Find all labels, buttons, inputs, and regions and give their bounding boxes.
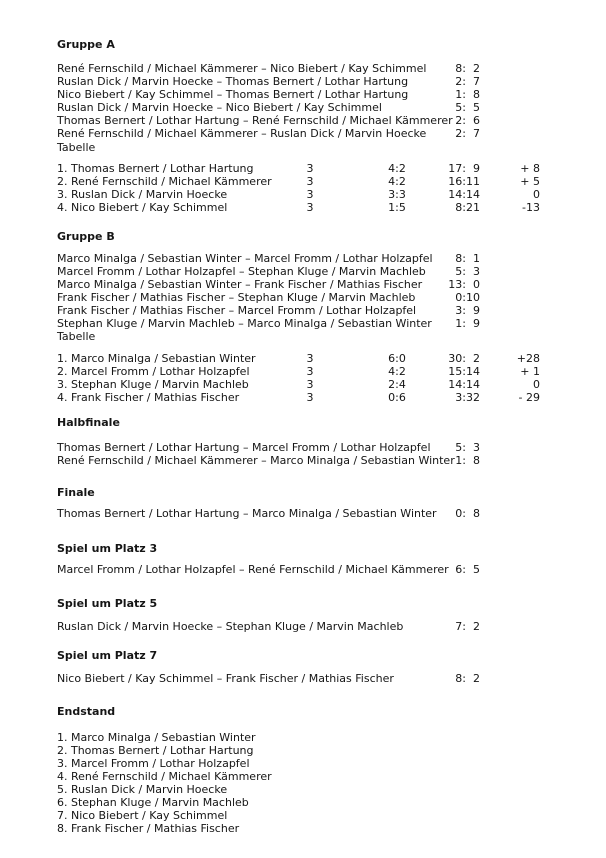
match-score: 1: 9 bbox=[455, 317, 480, 330]
team-name: 4. Nico Biebert / Kay Schimmel bbox=[57, 201, 228, 214]
match-pairing: René Fernschild / Michael Kämmerer – Nico Biebert / Kay Schimmel bbox=[57, 62, 427, 75]
match-score: 0:10 bbox=[455, 291, 480, 304]
match-row bbox=[57, 291, 480, 304]
match-score: 13: 0 bbox=[448, 278, 480, 291]
section-heading-finale: Finale bbox=[57, 486, 95, 499]
goal-ratio: 3:32 bbox=[455, 391, 480, 404]
match-score: 8: 2 bbox=[455, 672, 480, 685]
platz-7-matches bbox=[57, 672, 540, 685]
games-played: 3 bbox=[306, 175, 314, 188]
match-row bbox=[57, 265, 480, 278]
match-score: 2: 7 bbox=[455, 127, 480, 140]
team-name: 2. Marcel Fromm / Lothar Holzapfel bbox=[57, 365, 250, 378]
goal-difference: + 1 bbox=[520, 365, 540, 378]
ranking-item: 5. Ruslan Dick / Marvin Hoecke bbox=[57, 783, 228, 796]
match-score: 6: 5 bbox=[455, 563, 480, 576]
match-row bbox=[57, 672, 480, 685]
gruppe-b-table bbox=[57, 352, 540, 404]
section-heading-platz-3: Spiel um Platz 3 bbox=[57, 542, 158, 555]
section-heading-platz-7: Spiel um Platz 7 bbox=[57, 649, 158, 662]
ranking-item: 7. Nico Biebert / Kay Schimmel bbox=[57, 809, 228, 822]
match-score: 5: 3 bbox=[455, 265, 480, 278]
match-pairing: Marco Minalga / Sebastian Winter – Marcel Fromm / Lothar Holzapfel bbox=[57, 252, 433, 265]
finale-matches bbox=[57, 507, 540, 520]
team-name: 4. Frank Fischer / Mathias Fischer bbox=[57, 391, 240, 404]
match-pairing: Ruslan Dick / Marvin Hoecke – Thomas Bernert / Lothar Hartung bbox=[57, 75, 409, 88]
goal-ratio: 15:14 bbox=[448, 365, 480, 378]
goal-ratio: 14:14 bbox=[448, 188, 480, 201]
goal-ratio: 16:11 bbox=[448, 175, 480, 188]
match-score: 8: 2 bbox=[455, 62, 480, 75]
ranking-item: 8. Frank Fischer / Mathias Fischer bbox=[57, 822, 240, 835]
match-score: 7: 2 bbox=[455, 620, 480, 633]
tabelle-label-gruppe-b: Tabelle bbox=[57, 330, 96, 343]
gruppe-a-matches bbox=[57, 62, 540, 140]
points: 4:2 bbox=[388, 365, 406, 378]
goal-ratio: 30: 2 bbox=[448, 352, 480, 365]
table-row bbox=[57, 378, 540, 391]
match-pairing: Marcel Fromm / Lothar Holzapfel – Stephan Kluge / Marvin Machleb bbox=[57, 265, 426, 278]
match-pairing: Thomas Bernert / Lothar Hartung – Marcel Fromm / Lothar Holzapfel bbox=[57, 441, 431, 454]
match-row bbox=[57, 127, 480, 140]
table-row bbox=[57, 162, 540, 175]
table-row bbox=[57, 201, 540, 214]
ranking-item: 6. Stephan Kluge / Marvin Machleb bbox=[57, 796, 249, 809]
goal-ratio: 17: 9 bbox=[448, 162, 480, 175]
match-row bbox=[57, 278, 480, 291]
goal-difference: + 5 bbox=[520, 175, 540, 188]
team-name: 3. Stephan Kluge / Marvin Machleb bbox=[57, 378, 249, 391]
table-row bbox=[57, 365, 540, 378]
points: 2:4 bbox=[388, 378, 406, 391]
match-pairing: Thomas Bernert / Lothar Hartung – René Fernschild / Michael Kämmerer bbox=[57, 114, 453, 127]
points: 0:6 bbox=[388, 391, 406, 404]
ranking-item: 3. Marcel Fromm / Lothar Holzapfel bbox=[57, 757, 250, 770]
section-heading-gruppe-a: Gruppe A bbox=[57, 38, 115, 51]
match-score: 5: 3 bbox=[455, 441, 480, 454]
goal-ratio: 8:21 bbox=[455, 201, 480, 214]
goal-difference: 0 bbox=[533, 188, 540, 201]
points: 6:0 bbox=[388, 352, 406, 365]
ranking-item: 2. Thomas Bernert / Lothar Hartung bbox=[57, 744, 254, 757]
match-row bbox=[57, 454, 480, 467]
tabelle-label-gruppe-a: Tabelle bbox=[57, 141, 96, 154]
match-score: 1: 8 bbox=[455, 88, 480, 101]
match-score: 8: 1 bbox=[455, 252, 480, 265]
games-played: 3 bbox=[306, 201, 314, 214]
table-row bbox=[57, 188, 540, 201]
games-played: 3 bbox=[306, 162, 314, 175]
match-pairing: René Fernschild / Michael Kämmerer – Ruslan Dick / Marvin Hoecke bbox=[57, 127, 427, 140]
goal-ratio: 14:14 bbox=[448, 378, 480, 391]
match-row bbox=[57, 101, 480, 114]
match-row bbox=[57, 114, 480, 127]
match-row bbox=[57, 441, 480, 454]
ranking-item: 1. Marco Minalga / Sebastian Winter bbox=[57, 731, 256, 744]
match-row bbox=[57, 88, 480, 101]
goal-difference: -13 bbox=[522, 201, 540, 214]
points: 4:2 bbox=[388, 175, 406, 188]
gruppe-b-matches bbox=[57, 252, 540, 330]
match-pairing: René Fernschild / Michael Kämmerer – Marco Minalga / Sebastian Winter bbox=[57, 454, 455, 467]
games-played: 3 bbox=[306, 391, 314, 404]
section-heading-platz-5: Spiel um Platz 5 bbox=[57, 597, 158, 610]
match-pairing: Frank Fischer / Mathias Fischer – Marcel Fromm / Lothar Holzapfel bbox=[57, 304, 417, 317]
match-score: 2: 7 bbox=[455, 75, 480, 88]
goal-difference: 0 bbox=[533, 378, 540, 391]
team-name: 1. Thomas Bernert / Lothar Hartung bbox=[57, 162, 254, 175]
section-heading-halbfinale: Halbfinale bbox=[57, 416, 120, 429]
section-heading-endstand: Endstand bbox=[57, 705, 116, 718]
match-pairing: Frank Fischer / Mathias Fischer – Stephan Kluge / Marvin Machleb bbox=[57, 291, 416, 304]
endstand-list bbox=[57, 731, 540, 835]
match-row bbox=[57, 620, 480, 633]
match-score: 2: 6 bbox=[455, 114, 480, 127]
match-pairing: Nico Biebert / Kay Schimmel – Frank Fischer / Mathias Fischer bbox=[57, 672, 394, 685]
match-row bbox=[57, 75, 480, 88]
match-row bbox=[57, 507, 480, 520]
goal-difference: + 8 bbox=[520, 162, 540, 175]
match-row bbox=[57, 252, 480, 265]
match-score: 1: 8 bbox=[455, 454, 480, 467]
games-played: 3 bbox=[306, 352, 314, 365]
match-score: 5: 5 bbox=[455, 101, 480, 114]
platz-5-matches bbox=[57, 620, 540, 633]
gruppe-a-table bbox=[57, 162, 540, 214]
match-pairing: Ruslan Dick / Marvin Hoecke – Nico Biebert / Kay Schimmel bbox=[57, 101, 382, 114]
halbfinale-matches bbox=[57, 441, 540, 467]
platz-3-matches bbox=[57, 563, 540, 576]
team-name: 3. Ruslan Dick / Marvin Hoecke bbox=[57, 188, 228, 201]
match-row bbox=[57, 62, 480, 75]
table-row bbox=[57, 352, 540, 365]
match-pairing: Nico Biebert / Kay Schimmel – Thomas Bernert / Lothar Hartung bbox=[57, 88, 409, 101]
match-row bbox=[57, 317, 480, 330]
goal-difference: +28 bbox=[516, 352, 540, 365]
games-played: 3 bbox=[306, 188, 314, 201]
match-row bbox=[57, 563, 480, 576]
ranking-item: 4. René Fernschild / Michael Kämmerer bbox=[57, 770, 272, 783]
section-heading-gruppe-b: Gruppe B bbox=[57, 230, 115, 243]
team-name: 1. Marco Minalga / Sebastian Winter bbox=[57, 352, 256, 365]
points: 3:3 bbox=[388, 188, 406, 201]
match-pairing: Marcel Fromm / Lothar Holzapfel – René Fernschild / Michael Kämmerer bbox=[57, 563, 449, 576]
match-score: 3: 9 bbox=[455, 304, 480, 317]
points: 4:2 bbox=[388, 162, 406, 175]
match-pairing: Marco Minalga / Sebastian Winter – Frank Fischer / Mathias Fischer bbox=[57, 278, 423, 291]
match-row bbox=[57, 304, 480, 317]
match-pairing: Thomas Bernert / Lothar Hartung – Marco Minalga / Sebastian Winter bbox=[57, 507, 437, 520]
match-pairing: Stephan Kluge / Marvin Machleb – Marco Minalga / Sebastian Winter bbox=[57, 317, 432, 330]
games-played: 3 bbox=[306, 365, 314, 378]
points: 1:5 bbox=[388, 201, 406, 214]
table-row bbox=[57, 175, 540, 188]
table-row bbox=[57, 391, 540, 404]
team-name: 2. René Fernschild / Michael Kämmerer bbox=[57, 175, 272, 188]
goal-difference: - 29 bbox=[518, 391, 540, 404]
match-score: 0: 8 bbox=[455, 507, 480, 520]
games-played: 3 bbox=[306, 378, 314, 391]
match-pairing: Ruslan Dick / Marvin Hoecke – Stephan Kluge / Marvin Machleb bbox=[57, 620, 404, 633]
